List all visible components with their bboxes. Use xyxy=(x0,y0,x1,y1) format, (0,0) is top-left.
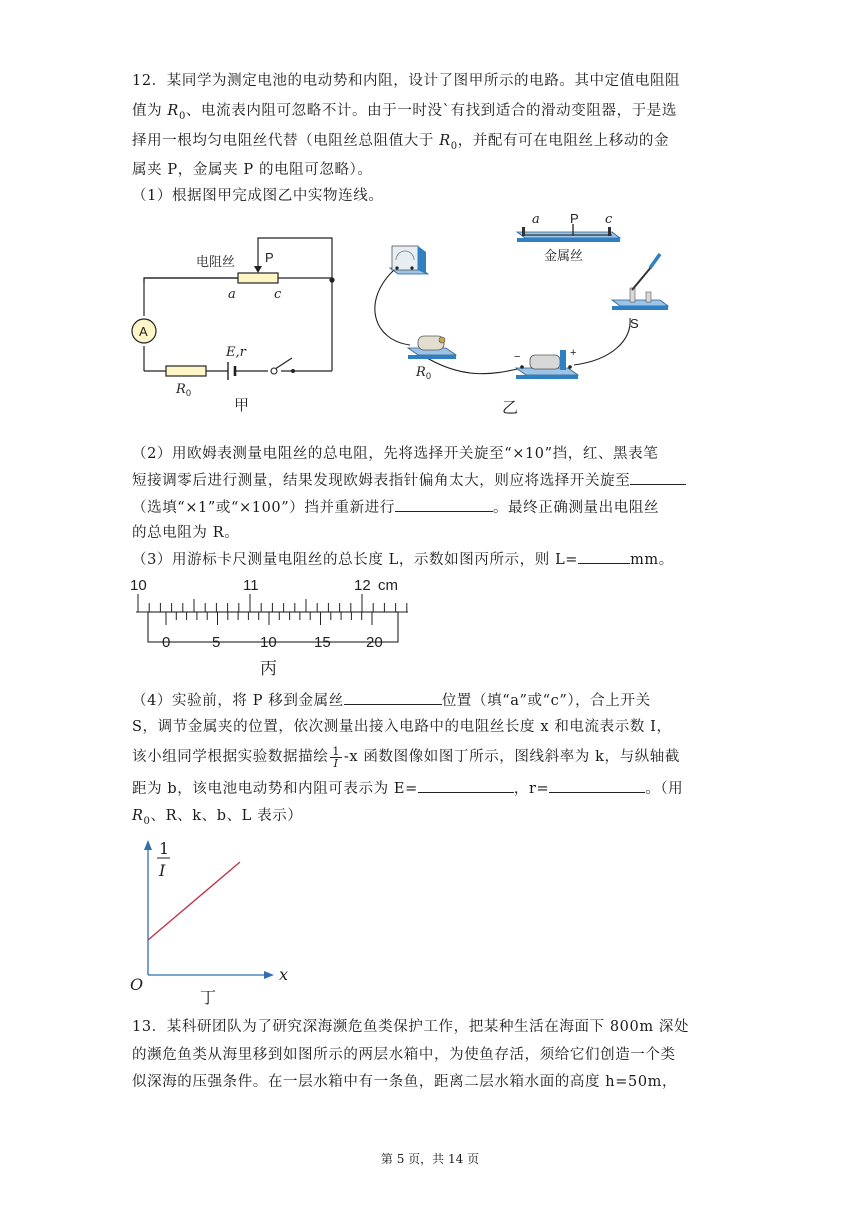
vernier-tick-10: 10 xyxy=(260,634,277,651)
q12-line-4: 属夹 P，金属夹 P 的电阻可忽略）。 xyxy=(132,162,373,178)
q13-line-2: 的濒危鱼类从海里移到如图所示的两层水箱中，为使鱼存活，须给它们创造一个类 xyxy=(132,1047,676,1063)
label-resistance-wire: 电阻丝 xyxy=(196,254,236,269)
figure-label-yi: 乙 xyxy=(502,400,519,417)
q12-part-2-line-2: 短接调零后进行测量，结果发现欧姆表指针偏角太大，则应将选择开关旋至 xyxy=(132,470,686,491)
vernier-tick-5: 5 xyxy=(212,634,221,651)
q12-line-3: 择用一根均匀电阻丝代替（电阻丝总阻值大于 $R_0$，并配有可在电阻丝上移动的金 xyxy=(132,133,670,152)
q13-line-1: 13．某科研团队为了研究深海濒危鱼类保护工作，把某种生活在海面下 800m 深处 xyxy=(132,1019,690,1035)
label-c: c xyxy=(274,287,282,302)
unit-cm: cm xyxy=(378,577,398,594)
ammeter-label: A xyxy=(139,324,148,339)
yi-label-a: a xyxy=(532,212,540,227)
yi-label-wire: 金属丝 xyxy=(544,248,584,263)
q12-part-4-line-3: 该小组同学根据实验数据描绘 $\frac{1}{I}$ -x 函数图像如图丁所示，图线斜率为 k，与纵轴截 xyxy=(132,744,681,770)
yi-label-plus: + xyxy=(570,347,577,359)
yi-label-c: c xyxy=(605,212,613,227)
q12-part-2-line-4: 的总电阻为 R。 xyxy=(132,525,240,541)
label-a: a xyxy=(228,287,236,302)
fraction-one-over-i: $\frac{1}{I}$ xyxy=(332,744,340,770)
q12-part-4-line-1: （4）实验前，将 P 移到金属丝 位置（填“a”或“c”），合上开关 xyxy=(132,690,651,711)
svg-text:0: 0 xyxy=(426,371,432,381)
yi-label-p: P xyxy=(570,211,579,226)
answer-blank-length[interactable] xyxy=(578,549,630,564)
page-footer: 第 5 页，共 14 页 xyxy=(380,1152,480,1166)
y-axis-den: I xyxy=(159,861,166,880)
r0-resistor-device xyxy=(408,336,456,359)
answer-blank-zeroing[interactable] xyxy=(395,497,493,512)
origin-label: O xyxy=(130,975,144,994)
main-tick-12: 12 xyxy=(354,577,371,594)
yi-label-minus: − xyxy=(514,351,521,363)
answer-blank-emf[interactable] xyxy=(418,778,514,793)
vernier-tick-15: 15 xyxy=(314,634,331,651)
answer-blank-range[interactable] xyxy=(630,470,686,485)
q12-part-4-line-5: $R_0$、R、k、b、L 表示） xyxy=(132,808,303,827)
q12-line-1: 12．某同学为测定电池的电动势和内阻，设计了图甲所示的电路。其中定值电阻阻 xyxy=(132,73,681,89)
yi-label-r0: R xyxy=(416,365,426,380)
q12-line-2: 值为 $R_0$、电流表内阻可忽略不计。由于一时没`有找到适合的滑动变阻器，于是选 xyxy=(132,103,677,122)
equipment-diagram-yi xyxy=(372,210,672,420)
vernier-tick-20: 20 xyxy=(366,634,383,651)
vernier-tick-0: 0 xyxy=(162,634,171,651)
figure-label-ding: 丁 xyxy=(200,990,217,1007)
q12-part-4-line-4: 距为 b，该电池电动势和内阻可表示为 E= ，r= 。（用 xyxy=(132,778,683,799)
q12-part-1: （1）根据图甲完成图乙中实物连线。 xyxy=(132,188,384,204)
label-p: P xyxy=(265,250,274,265)
yi-label-s: S xyxy=(630,316,639,331)
y-axis-num: 1 xyxy=(159,839,170,858)
answer-blank-position[interactable] xyxy=(344,690,442,705)
r0-label: R xyxy=(176,382,186,397)
ammeter-device xyxy=(390,246,428,274)
q13-line-3: 似深海的压强条件。在一层水箱中有一条鱼，距离二层水箱水面的高度 h=50m， xyxy=(132,1074,678,1090)
figure-label-bing: 丙 xyxy=(260,659,277,678)
q12-part-3: （3）用游标卡尺测量电阻丝的总长度 L，示数如图丙所示，则 L= mm。 xyxy=(132,549,674,570)
circuit-diagram-jia xyxy=(128,228,338,413)
q12-part-2-line-1: （2）用欧姆表测量电阻丝的总电阻，先将选择开关旋至“×10”挡，红、黑表笔 xyxy=(132,446,659,462)
q12-part-2-line-3: （选填“×1”或“×100”）挡并重新进行 。最终正确测量出电阻丝 xyxy=(132,497,659,518)
battery-device xyxy=(516,350,578,379)
main-tick-10: 10 xyxy=(130,577,147,594)
main-tick-11: 11 xyxy=(243,577,259,594)
answer-blank-internal-resistance[interactable] xyxy=(549,778,645,793)
x-axis-label: x xyxy=(279,965,289,984)
r0-resistor-symbol xyxy=(166,366,206,376)
q12-part-4-line-2: S，调节金属夹的位置，依次测量出接入电路中的电阻丝长度 x 和电流表示数 I， xyxy=(132,719,672,735)
graph-ding xyxy=(128,830,298,1010)
svg-text:0: 0 xyxy=(186,388,192,398)
vernier-caliper-bing xyxy=(128,572,418,680)
battery-label: E,r xyxy=(226,345,246,360)
figure-label-jia: 甲 xyxy=(234,397,250,413)
resistance-wire-symbol xyxy=(238,273,278,283)
switch-device xyxy=(612,254,668,310)
